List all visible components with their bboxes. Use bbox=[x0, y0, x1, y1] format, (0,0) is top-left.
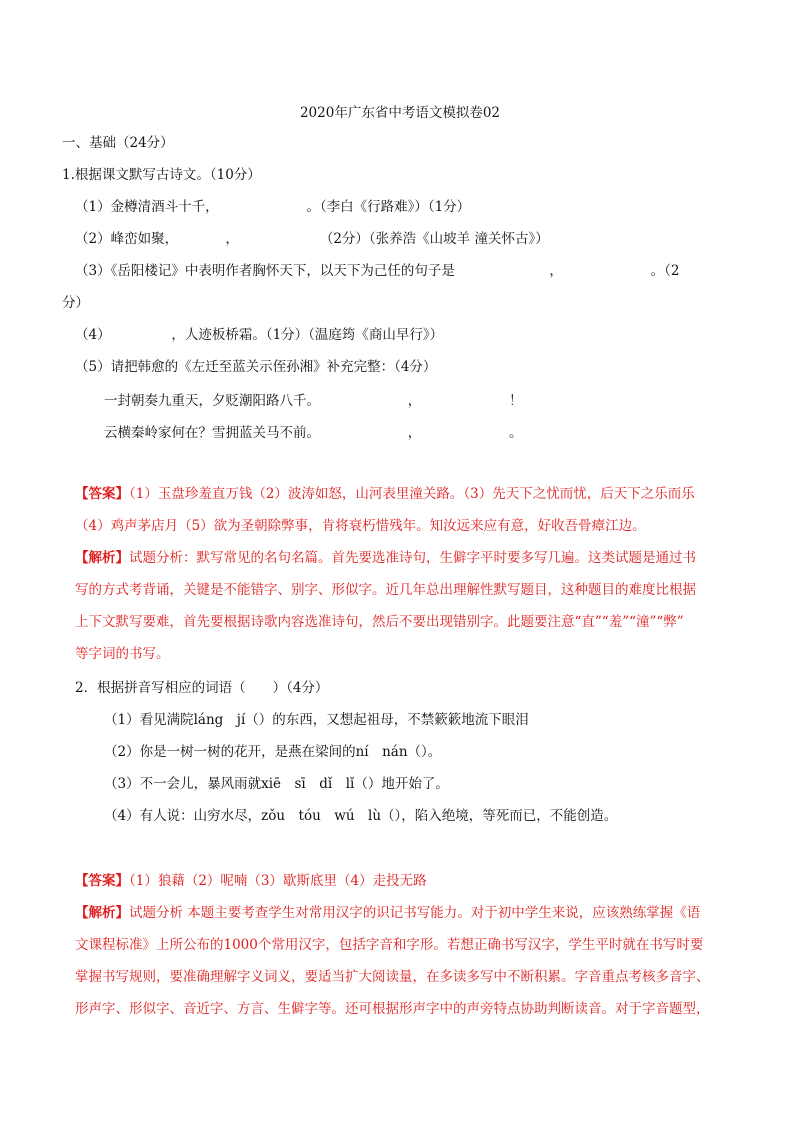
answer-tag: 【答案】 bbox=[75, 873, 129, 889]
analysis-1-line-2: 写的方式考背诵，关键是不能错字、别字、形似字。近几年总出理解性默写题目，这种题目的难度比根据 bbox=[75, 582, 696, 598]
analysis-1 bbox=[75, 548, 696, 568]
analysis-text: 试题分析：默写常见的名句名篇。首先要选准诗句，生僻字平时要多写几遍。这类试题是通过书 bbox=[129, 550, 696, 566]
analysis-tag: 【解析】 bbox=[75, 905, 129, 921]
analysis-text: 试题分析 本题主要考查学生对常用汉字的识记书写能力。对于初中学生来说，应该熟练掌握《语 bbox=[129, 905, 701, 921]
answer-text: （1）狼藉（2）呢喃（3）歇斯底里（4）走投无路 bbox=[129, 873, 427, 889]
question-2-item-4: （4）有人说：山穷水尽，zǒu tóu wú lù（），陷入绝境，等死而已，不能创造。 bbox=[104, 808, 618, 824]
question-1-item-4: （4） ，人迹板桥霜。（1分）（温庭筠《商山早行》） bbox=[75, 327, 444, 343]
analysis-tag: 【解析】 bbox=[75, 550, 129, 566]
question-1-item-2: （2）峰峦如聚， ， （2分）（张养浩《山坡羊 潼关怀古》） bbox=[75, 231, 549, 247]
analysis-1-line-3: 上下文默写要难，首先要根据诗歌内容选准诗句，然后不要出现错别字。此题要注意“直”“羞”“潼”“弊” bbox=[75, 614, 684, 630]
section-heading: 一、基础（24分） bbox=[62, 135, 174, 151]
answer-tag: 【答案】 bbox=[75, 486, 129, 502]
analysis-2-line-2: 文课程标准》上所公布的1000个常用汉字，包括字音和字形。若想正确书写汉字，学生平时就在书写时要 bbox=[75, 937, 704, 953]
analysis-1-line-4: 等字词的书写。 bbox=[75, 646, 170, 662]
answer-1 bbox=[75, 484, 695, 504]
analysis-2-line-4: 形声字、形似字、音近字、方言、生僻字等。还可根据形声字中的声旁特点协助判断读音。对于字音题型， bbox=[75, 1001, 710, 1017]
question-1-stem: 1.根据课文默写古诗文。（10分） bbox=[62, 167, 261, 183]
question-1-item-3-cont: 分） bbox=[62, 295, 89, 311]
answer-1-cont: （4）鸡声茅店月（5）欲为圣朝除弊事，肯将衰朽惜残年。知汝远来应有意，好收吾骨瘴江边。 bbox=[75, 518, 646, 534]
question-2-item-3: （3）不一会儿，暴风雨就xiē sī dǐ lǐ（）地开始了。 bbox=[104, 776, 449, 792]
question-2-stem: 2．根据拼音写相应的词语（ ）（4分） bbox=[75, 680, 329, 696]
question-2-item-2: （2）你是一树一树的花开，是燕在梁间的ní nán（）。 bbox=[104, 744, 442, 760]
question-1-item-5: （5）请把韩愈的《左迁至蓝关示侄孙湘》补充完整：（4分） bbox=[75, 359, 437, 375]
question-1-item-1: （1）金樽清酒斗十千， 。（李白《行路难》）（1分） bbox=[75, 199, 471, 215]
page-title: 2020年广东省中考语文模拟卷02 bbox=[299, 105, 501, 121]
poem-line-2: 云横秦岭家何在？雪拥蓝关马不前。 ， 。 bbox=[104, 425, 523, 441]
question-1-item-3: （3）《岳阳楼记》中表明作者胸怀天下，以天下为己任的句子是 ， 。（2 bbox=[75, 263, 680, 279]
poem-line-1: 一封朝奏九重天，夕贬潮阳路八千。 ， ！ bbox=[104, 393, 523, 409]
answer-2 bbox=[75, 871, 427, 891]
analysis-2-line-3: 掌握书写规则，要准确理解字义词义，要适当扩大阅读量，在多读多写中不断积累。字音重点考核多音字、 bbox=[75, 969, 710, 985]
analysis-2 bbox=[75, 903, 700, 923]
answer-text: （1）玉盘珍羞直万钱（2）波涛如怒，山河表里潼关路。（3）先天下之忧而忧，后天下之乐而乐 bbox=[129, 486, 695, 502]
question-2-item-1: （1）看见满院láng jí（）的东西，又想起祖母，不禁簌簌地流下眼泪 bbox=[104, 712, 529, 728]
